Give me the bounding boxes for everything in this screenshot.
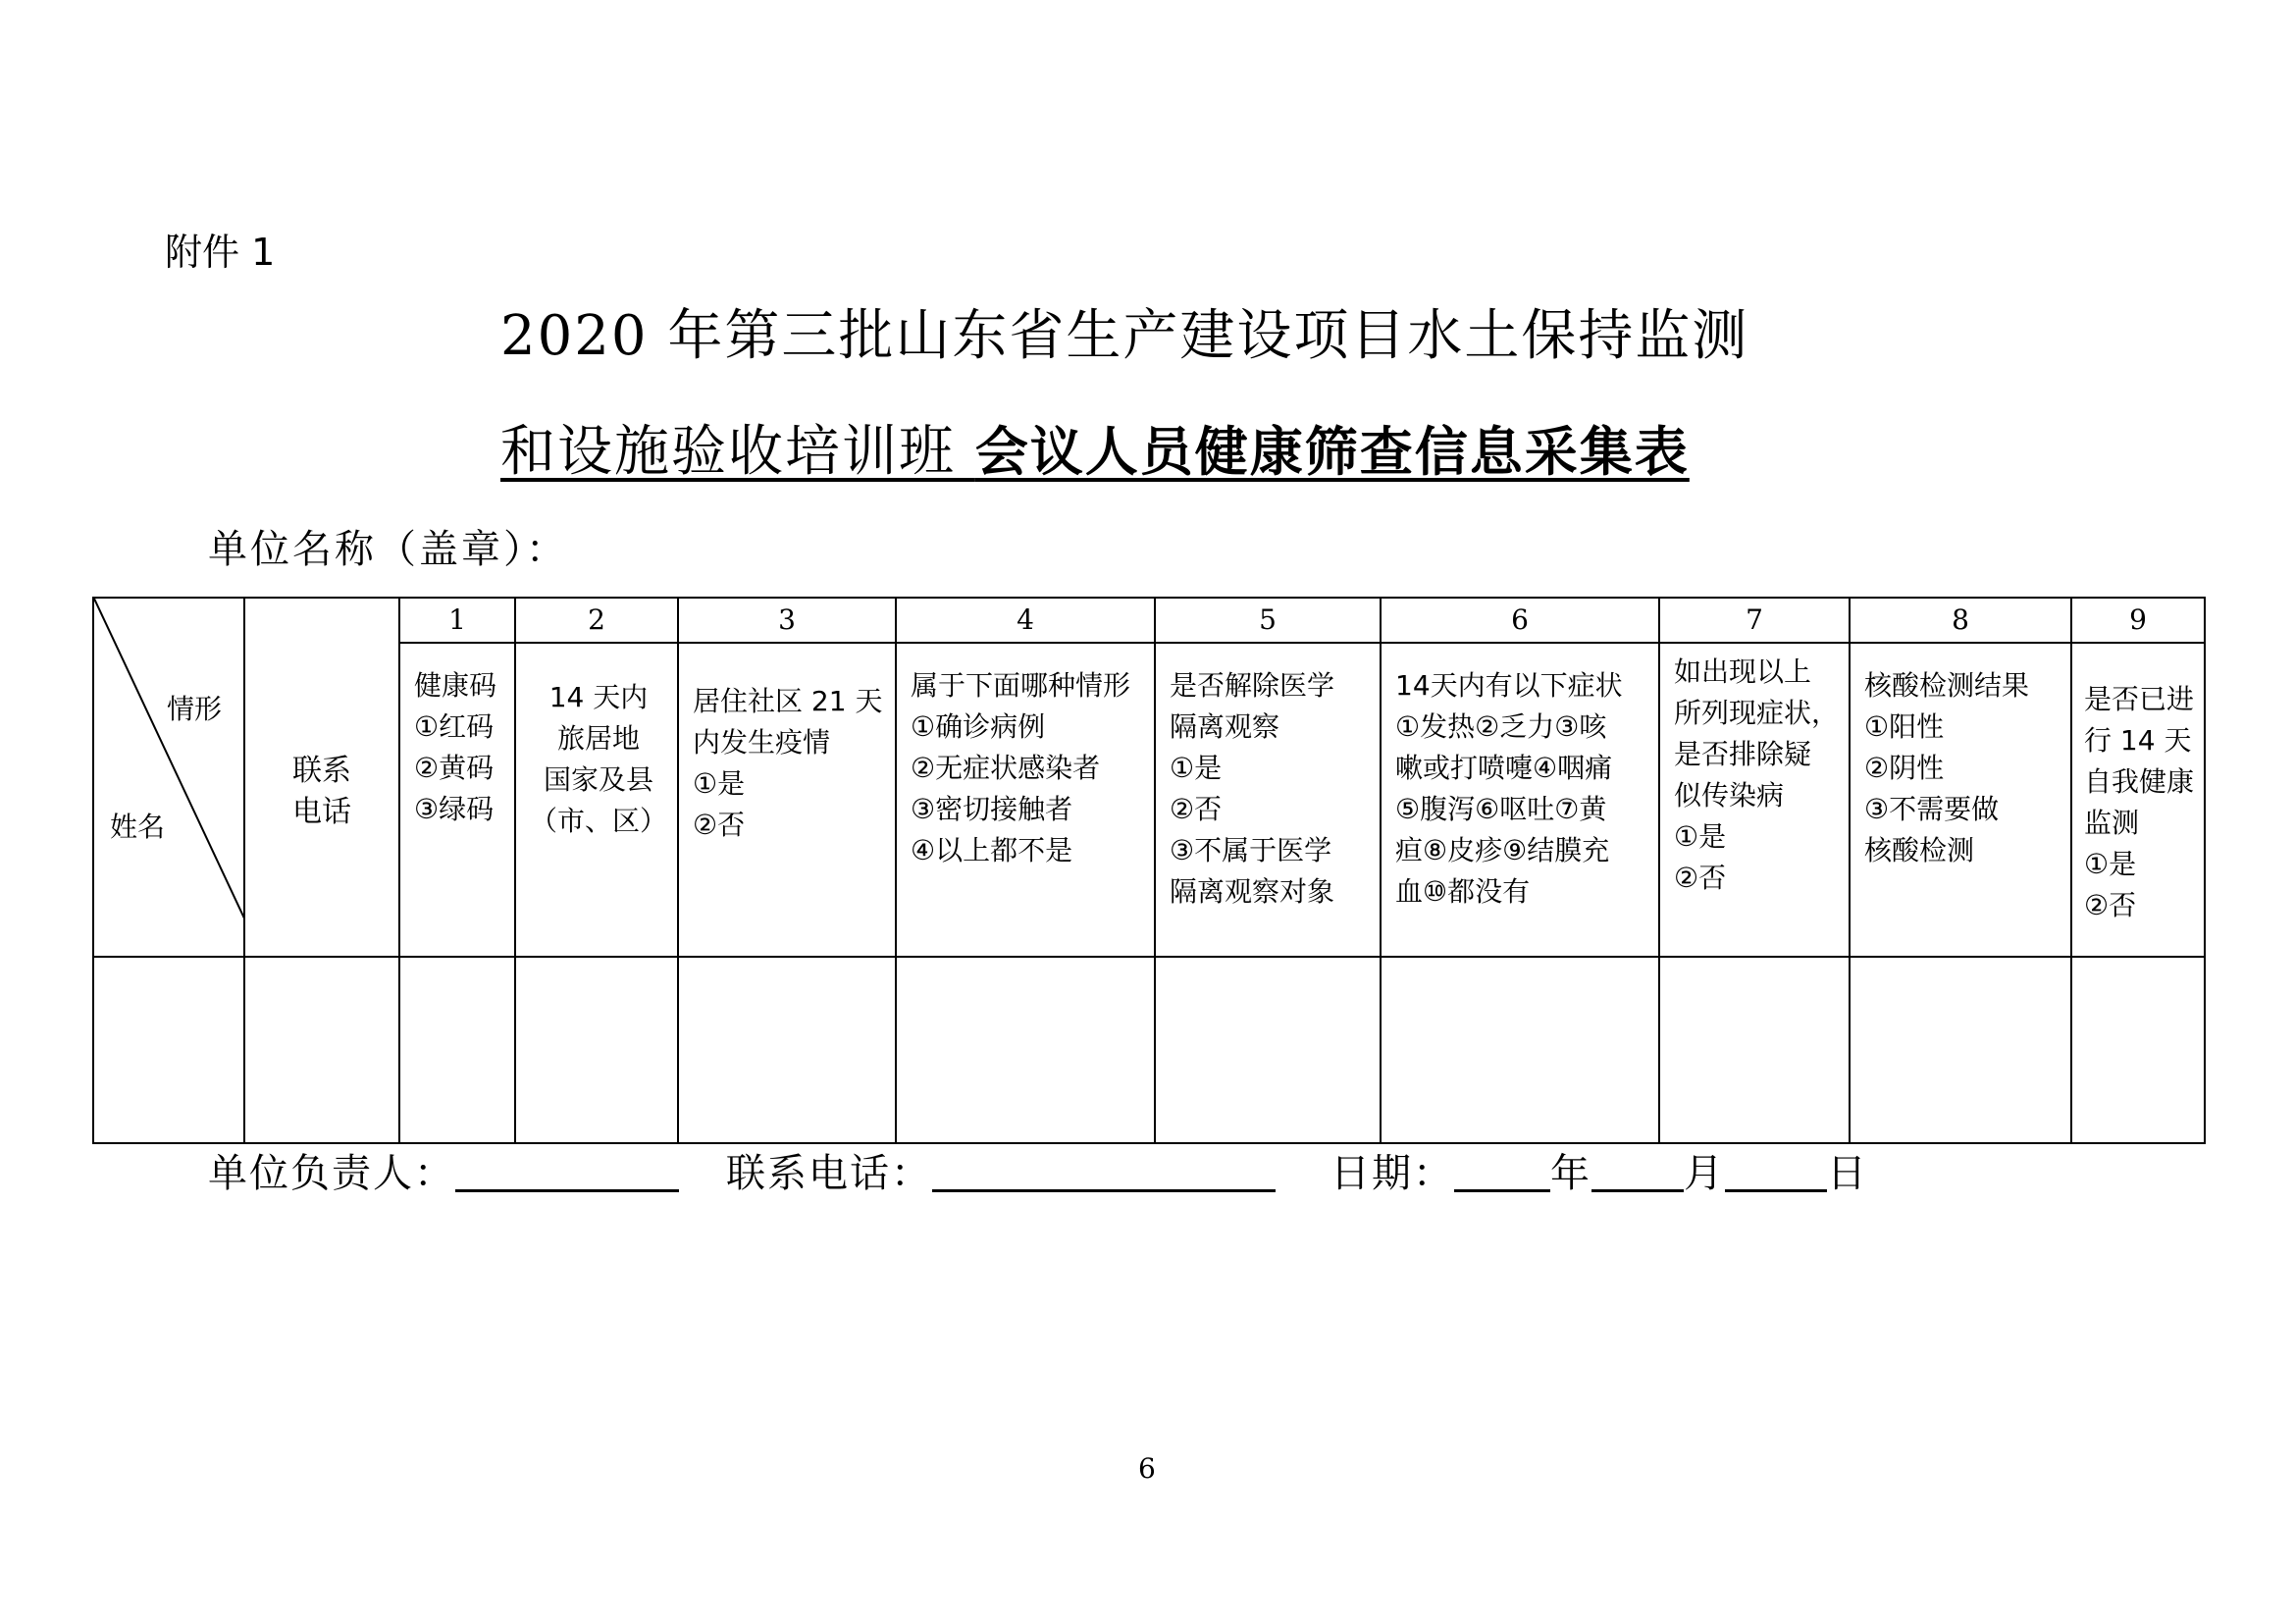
header-line: 旅居地 [557,722,641,755]
answer-cell-1[interactable] [399,957,515,1143]
header-line: ③绿码 [414,793,495,825]
header-line: 隔离观察 [1170,710,1280,743]
unit-name-label: 单位名称（盖章）： [208,527,568,572]
attachment-label: 附件 1 [165,231,276,274]
date-label: 日期： [1330,1151,1454,1196]
answer-cell-9[interactable] [2071,957,2205,1143]
column-number: 8 [1850,598,2071,643]
header-line: 嗽或打喷嚏④咽痛 [1395,752,1613,784]
month-blank[interactable] [1591,1150,1684,1192]
screening-table [92,597,2206,1144]
day-blank[interactable] [1725,1150,1827,1192]
title-line-1: 2020 年第三批山东省生产建设项目水土保持监测 [500,304,1749,368]
header-line: 是否已进 [2084,683,2195,715]
header-line: ①是 [2084,848,2137,880]
col1-health-code-header [399,643,515,957]
header-line: ②否 [693,809,746,841]
answer-cell-7[interactable] [1659,957,1850,1143]
answer-cell-3[interactable] [678,957,896,1143]
phone-cell[interactable] [244,957,399,1143]
leader-label: 单位负责人： [208,1151,455,1196]
header-line: 自我健康 [2084,765,2195,798]
phone-header-line: 电话 [292,795,351,829]
header-line: 血⑩都没有 [1395,875,1531,908]
column-number-row [93,598,2205,643]
footer-date [1330,1142,1868,1198]
header-line: ③不需要做 [1864,793,2000,825]
col2-travel-header [515,643,678,957]
column-number: 4 [896,598,1155,643]
header-line: ②无症状感染者 [911,752,1101,784]
corner-label-name: 姓名 [110,811,166,843]
column-number: 3 [678,598,896,643]
header-line: （市、区） [530,805,668,837]
col5-quarantine-header [1155,643,1381,957]
header-line: ①阳性 [1864,710,1945,743]
phone-header-cell [244,598,399,957]
header-line: 行 14 天 [2084,724,2192,757]
footer-phone-blank[interactable] [932,1150,1276,1192]
header-line: 是否排除疑 [1674,738,1812,770]
header-line: ②黄码 [414,752,495,784]
header-line: 居住社区 21 天 [693,685,883,717]
header-line: 核酸检测结果 [1864,669,2030,702]
page-number: 6 [1138,1452,1156,1485]
diagonal-line [94,599,245,920]
header-line: 14天内有以下症状 [1395,669,1623,702]
column-number: 9 [2071,598,2205,643]
col4-case-type-header [896,643,1155,957]
col3-community-header [678,643,896,957]
header-line: 如出现以上 [1674,655,1812,688]
corner-label-situation: 情形 [167,693,223,725]
header-line: 疸⑧皮疹⑨结膜充 [1395,834,1610,866]
header-line: ②阴性 [1864,752,1945,784]
column-number: 6 [1381,598,1659,643]
title-line-2 [500,408,1690,487]
header-line: ①发热②乏力③咳 [1395,710,1607,743]
header-line: ④以上都不是 [911,834,1073,866]
table-row [93,957,2205,1143]
header-line: 属于下面哪种情形 [911,669,1131,702]
col6-symptoms-header [1381,643,1659,957]
header-line: 14 天内 [548,681,649,713]
header-line: ③不属于医学 [1170,834,1332,866]
info-table [92,597,2206,1144]
answer-cell-4[interactable] [896,957,1155,1143]
header-line: ⑤腹泻⑥呕吐⑦黄 [1395,793,1607,825]
answer-cell-8[interactable] [1850,957,2071,1143]
question-header-row [93,643,2205,957]
header-line: 核酸检测 [1864,834,1975,866]
header-line: 国家及县 [544,763,654,796]
col8-nucleic-test-header [1850,643,2071,957]
year-label: 年 [1550,1151,1591,1196]
header-line: 隔离观察对象 [1170,875,1335,908]
header-line: ②否 [2084,889,2137,921]
footer-phone-label: 联系电话： [726,1151,932,1196]
header-line: ①确诊病例 [911,710,1046,743]
day-label: 日 [1827,1151,1868,1196]
header-line: 内发生疫情 [693,726,831,759]
col9-self-monitoring-header [2071,643,2205,957]
header-line: ③密切接触者 [911,793,1073,825]
header-line: ①是 [1170,752,1223,784]
header-line: ①是 [693,767,746,800]
header-line: 似传染病 [1674,779,1785,812]
header-line: 健康码 [414,669,497,702]
column-number: 2 [515,598,678,643]
col7-exclusion-header [1659,643,1850,957]
month-label: 月 [1684,1151,1725,1196]
title-bold-part: 会议人员健康筛查信息采集表 [974,421,1690,483]
header-line: ②否 [1170,793,1223,825]
header-line: 监测 [2084,807,2140,839]
header-line: ②否 [1674,862,1727,894]
diagonal-header-cell [93,598,244,957]
phone-header-line: 联系 [292,754,351,788]
answer-cell-6[interactable] [1381,957,1659,1143]
column-number: 1 [399,598,515,643]
footer-leader [208,1142,679,1198]
leader-blank[interactable] [455,1150,679,1192]
year-blank[interactable] [1454,1150,1550,1192]
column-number: 7 [1659,598,1850,643]
title-underlined-part: 和设施验收培训班 [500,420,975,484]
header-line: 所列现症状， [1674,697,1840,729]
column-number: 5 [1155,598,1381,643]
name-cell[interactable] [93,957,244,1143]
header-line: ①是 [1674,820,1727,853]
answer-cell-2[interactable] [515,957,678,1143]
footer-phone [726,1142,1276,1198]
answer-cell-5[interactable] [1155,957,1381,1143]
header-line: 是否解除医学 [1170,669,1335,702]
header-line: ①红码 [414,710,495,743]
